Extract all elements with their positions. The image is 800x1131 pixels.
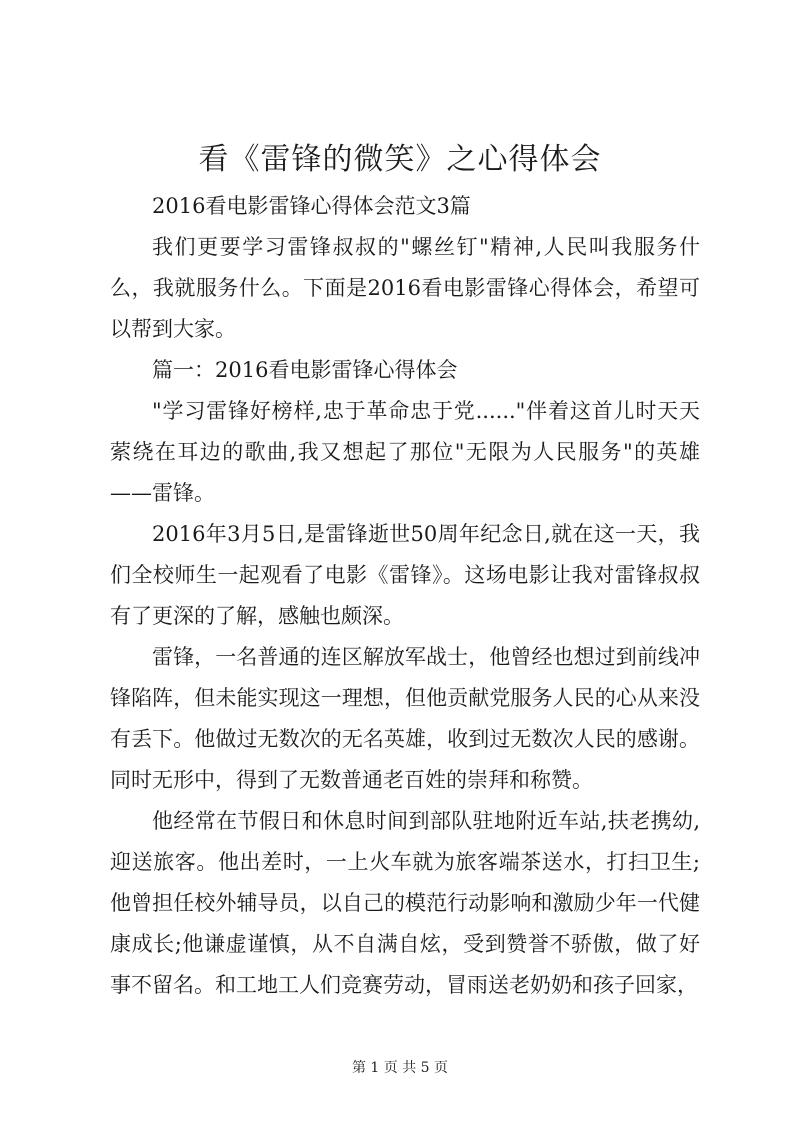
paragraph-song: "学习雷锋好榜样,忠于革命忠于党......"伴着这首儿时天天萦绕在耳边的歌曲,我又想起了那位"无限为人民服务"的英雄——雷锋。 <box>110 399 700 505</box>
page-number-footer: 第 1 页 共 5 页 <box>351 1060 449 1076</box>
document-body <box>110 186 700 1006</box>
document-title: 看《雷锋的微笑》之心得体会 <box>198 142 602 177</box>
paragraph-subtitle: 2016看电影雷锋心得体会范文3篇 <box>152 194 471 218</box>
paragraph-section-heading: 篇一：2016看电影雷锋心得体会 <box>152 358 458 382</box>
paragraph-soldier: 雷锋，一名普通的连区解放军战士，他曾经也想过到前线冲锋陷阵，但未能实现这一理想，但他贡献党服务人民的心从来没有丢下。他做过无数次的无名英雄，收到过无数次人民的感谢。同时无形中，得到了无数普通老百姓的崇拜和称赞。 <box>110 645 700 792</box>
paragraph-deeds: 他经常在节假日和休息时间到部队驻地附近车站,扶老携幼,迎送旅客。他出差时，一上火车就为旅客端茶送水，打扫卫生;他曾担任校外辅导员，以自己的模范行动影响和激励少年一代健康成长;他谦虚谨慎，从不自满自炫，受到赞誉不骄傲，做了好事不留名。和工地工人们竞赛劳动，冒雨送老奶奶和孩子回家， <box>110 809 700 997</box>
paragraph-intro: 我们更要学习雷锋叔叔的"螺丝钉"精神,人民叫我服务什么，我就服务什么。下面是2016看电影雷锋心得体会，希望可以帮到大家。 <box>110 235 700 341</box>
paragraph-date: 2016年3月5日,是雷锋逝世50周年纪念日,就在这一天，我们全校师生一起观看了电影《雷锋》。这场电影让我对雷锋叔叔有了更深的了解，感触也颇深。 <box>110 522 700 628</box>
